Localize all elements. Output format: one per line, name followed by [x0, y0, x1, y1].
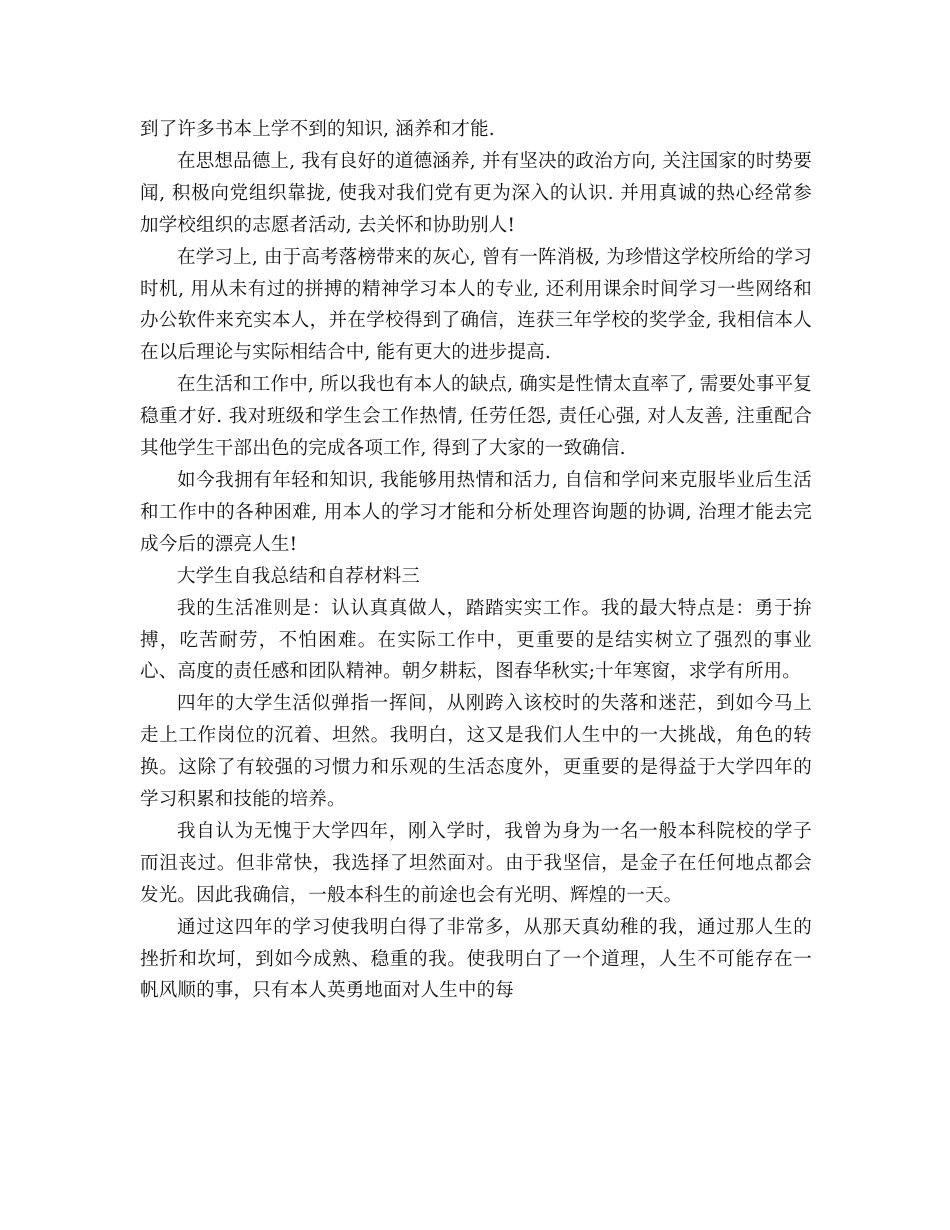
section-heading: 大学生自我总结和自荐材料三: [177, 565, 421, 587]
paragraph-study: 在学习上, 由于高考落榜带来的灰心, 曾有一阵消极, 为珍惜这学校所给的学习时机, 用从未有过的拼搏的精神学习本人的专业, 还利用课余时间学习一些网络和办公软件来充实本人，并在学校得到了确信，连获三年学校的奖学金, 我相信本人在以后理论与实际相结合中, 能有更大的进步提高.: [140, 246, 812, 364]
paragraph-moral-character: 在思想品德上, 我有良好的道德涵养, 并有坚决的政治方向, 关注国家的时势要闻, 积极向党组织靠拢, 使我对我们党有更为深入的认识. 并用真诚的热心经常参加学校组织的志愿者活动, 去关怀和协助别人!: [140, 150, 812, 236]
document-body: [140, 114, 812, 1007]
paragraph-self-assessment: 我自认为无愧于大学四年，刚入学时，我曾为身为一名一般本科院校的学子而沮丧过。但非常快，我选择了坦然面对。由于我坚信，是金子在任何地点都会发光。因此我确信，一般本科生的前途也会有光明、辉煌的一天。: [140, 820, 812, 906]
paragraph-life-and-work: 在生活和工作中, 所以我也有本人的缺点, 确实是性情太直率了, 需要处事平复稳重才好. 我对班级和学生会工作热情, 任劳任怨, 责任心强, 对人友善, 注重配合其他学生干部出色的完成各项工作, 得到了大家的一致确信.: [140, 374, 812, 460]
paragraph-future: 如今我拥有年轻和知识, 我能够用热情和活力, 自信和学问来克服毕业后生活和工作中的各种困难, 用本人的学习才能和分析处理咨询题的协调, 治理才能去完成今后的漂亮人生!: [140, 469, 812, 555]
paragraph-continuation: 到了许多书本上学不到的知识, 涵养和才能.: [140, 119, 495, 140]
paragraph-life-principles: 我的生活准则是：认认真真做人，踏踏实实工作。我的最大特点是：勇于拚搏，吃苦耐劳，不怕困难。在实际工作中，更重要的是结实树立了强烈的事业心、高度的责任感和团队精神。朝夕耕耘，图春华秋实;十年寒窗，求学有所用。: [140, 597, 812, 683]
paragraph-four-years: 四年的大学生活似弹指一挥间，从刚跨入该校时的失落和迷茫，到如今马上走上工作岗位的沉着、坦然。我明白，这又是我们人生中的一大挑战，角色的转换。这除了有较强的习惯力和乐观的生活态度外，更重要的是得益于大学四年的学习积累和技能的培养。: [140, 693, 812, 811]
paragraph-learned: 通过这四年的学习使我明白得了非常多，从那天真幼稚的我，通过那人生的挫折和坎坷，到如今成熟、稳重的我。使我明白了一个道理，人生不可能存在一帆风顺的事，只有本人英勇地面对人生中的每: [140, 916, 812, 1002]
